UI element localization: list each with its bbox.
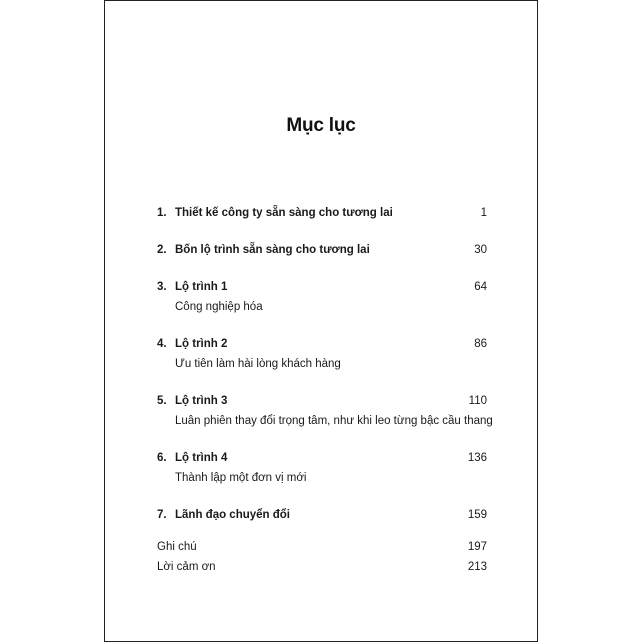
page-number: 86 [474,338,487,350]
chapter-title: Lộ trình 2 [175,338,228,350]
page-number: 64 [474,281,487,293]
page-number: 213 [467,561,487,573]
page-number: 136 [467,452,487,464]
page-number: 30 [474,244,487,256]
chapter-title: Bốn lộ trình sẵn sàng cho tương lai [175,244,370,256]
page-number: 197 [467,541,487,553]
chapter-title: Lãnh đạo chuyển đổi [175,509,291,521]
chapter-title: Lộ trình 4 [175,452,228,464]
chapter-title: Thiết kế công ty sẵn sàng cho tương lai [175,207,393,219]
page-title: Mục lục [286,115,356,136]
chapter-number: 5. [157,395,167,407]
chapter-number: 7. [157,509,167,521]
chapter-number: 2. [157,244,167,256]
chapter-subtitle: Công nghiệp hóa [175,301,263,313]
chapter-subtitle: Ưu tiên làm hài lòng khách hàng [175,358,341,370]
chapter-number: 4. [157,338,167,350]
page-number: 1 [480,207,487,219]
chapter-number: 3. [157,281,167,293]
chapter-number: 6. [157,452,167,464]
book-page [104,0,538,642]
back-matter-title: Ghi chú [157,541,197,553]
chapter-subtitle: Thành lập một đơn vị mới [175,472,307,484]
chapter-number: 1. [157,207,167,219]
page-number: 110 [468,395,487,407]
chapter-subtitle: Luân phiên thay đổi trọng tâm, như khi leo từng bậc cầu thang [175,415,493,427]
chapter-title: Lộ trình 3 [175,395,228,407]
chapter-title: Lộ trình 1 [175,281,228,293]
back-matter-title: Lời cảm ơn [157,561,216,573]
page-number: 159 [467,509,487,521]
